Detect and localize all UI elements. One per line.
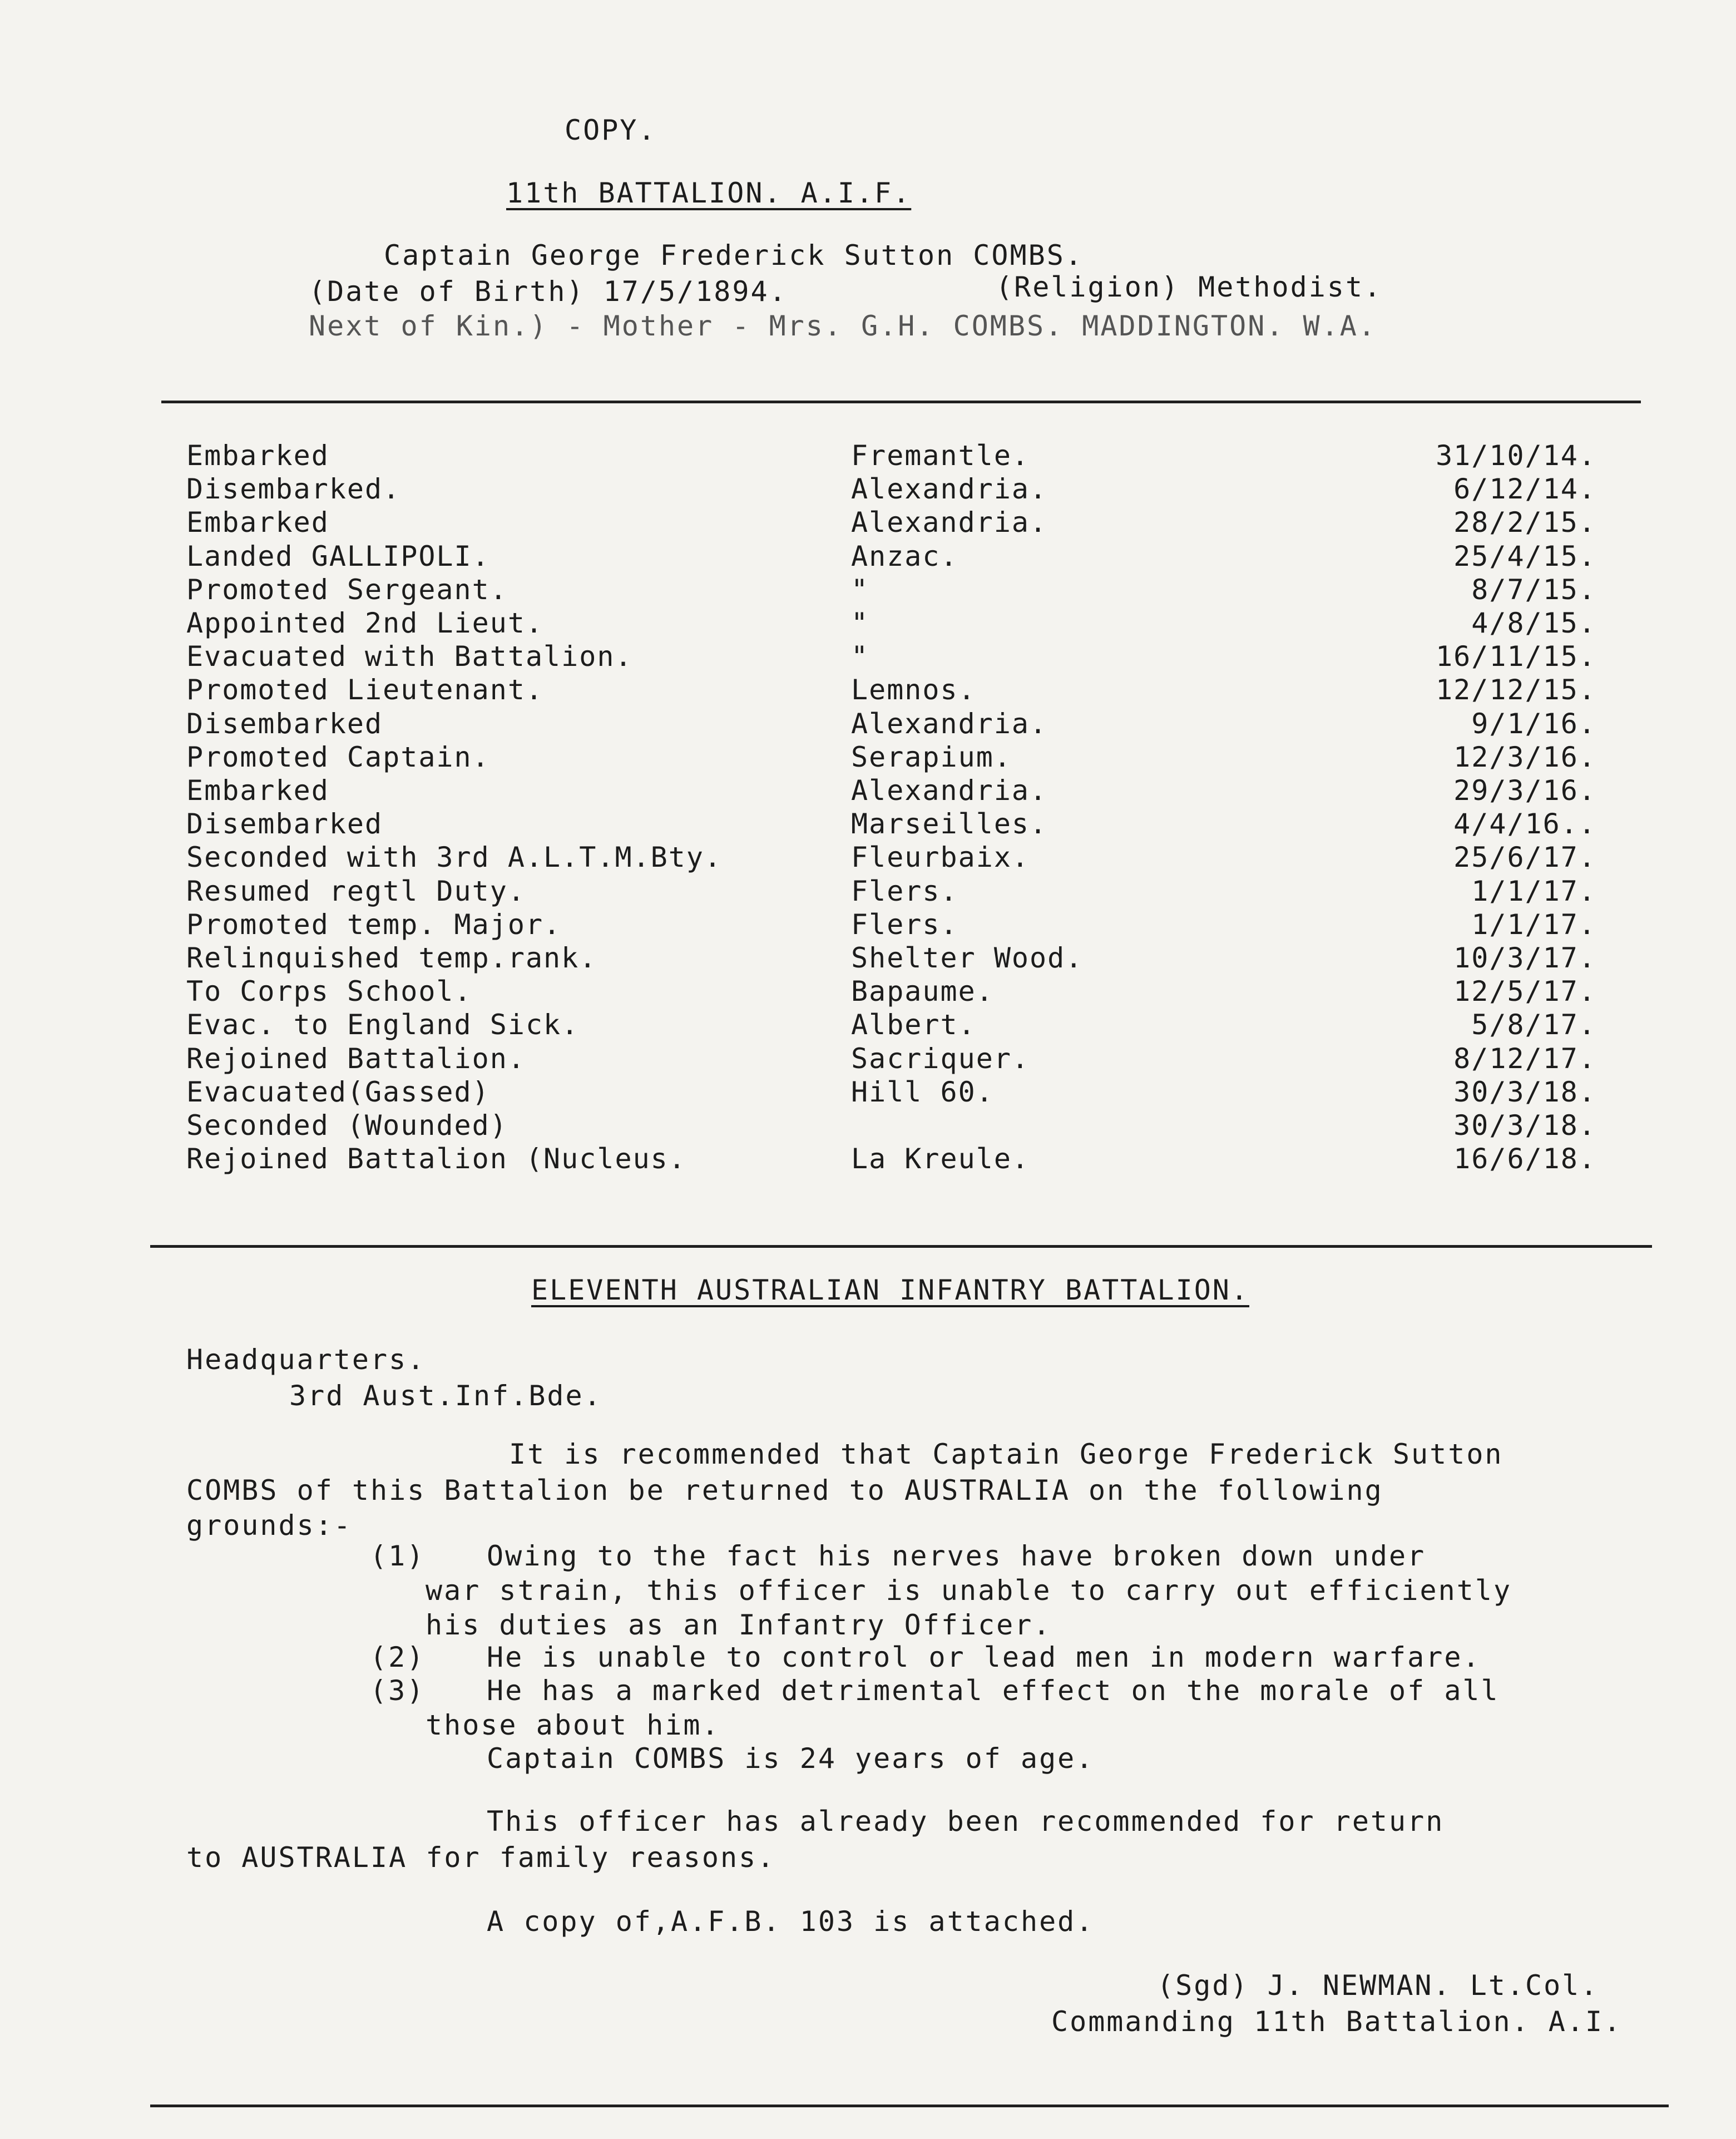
record-date: 16/6/18. — [1453, 1143, 1596, 1175]
record-date: 9/1/16. — [1471, 708, 1596, 740]
ground-2-line-1: He is unable to control or lead men in modern warfare. — [487, 1641, 1481, 1673]
para2-line-1: This officer has already been recommended for return — [487, 1805, 1445, 1837]
signature-title: Commanding 11th Battalion. A.I. — [1051, 2005, 1623, 2038]
record-event: Evacuated with Battalion. — [186, 640, 633, 673]
address-line-1: Headquarters. — [186, 1343, 426, 1376]
record-place: Bapaume. — [851, 975, 994, 1007]
record-place: Shelter Wood. — [851, 942, 1084, 974]
record-place: Alexandria. — [851, 708, 1048, 740]
record-event: Disembarked — [186, 808, 383, 840]
footer-divider — [150, 2105, 1669, 2107]
officer-line: Captain George Frederick Sutton COMBS. — [384, 239, 1084, 271]
religion-line: (Religion) Methodist. — [996, 271, 1383, 303]
record-date: 8/7/15. — [1471, 574, 1596, 606]
record-event: Evacuated(Gassed) — [186, 1076, 490, 1108]
ground-1-number: (1) — [370, 1540, 426, 1572]
ground-3-line-2: those about him. — [426, 1709, 720, 1741]
ground-1-line-1: Owing to the fact his nerves have broken down under — [487, 1540, 1426, 1572]
copy-label: COPY. — [565, 114, 657, 146]
ground-2-number: (2) — [370, 1641, 426, 1673]
record-event: Rejoined Battalion (Nucleus. — [186, 1143, 686, 1175]
ground-1-line-2: war strain, this officer is unable to carry out efficiently — [426, 1574, 1512, 1607]
record-date: 12/3/16. — [1453, 741, 1596, 773]
record-place: Anzac. — [851, 540, 958, 572]
para1-line-3: grounds:- — [186, 1509, 352, 1542]
record-place: Flers. — [851, 908, 958, 941]
para1-line-1: It is recommended that Captain George Frederick Sutton — [509, 1438, 1503, 1470]
record-place: Alexandria. — [851, 774, 1048, 807]
address-line-2: 3rd Aust.Inf.Bde. — [289, 1380, 602, 1412]
record-place: Sacriquer. — [851, 1043, 1030, 1075]
record-date: 30/3/18. — [1453, 1076, 1596, 1108]
record-place: Flers. — [851, 875, 958, 907]
record-place: " — [851, 607, 869, 639]
record-place: " — [851, 640, 869, 673]
record-place: Marseilles. — [851, 808, 1048, 840]
age-line: Captain COMBS is 24 years of age. — [487, 1742, 1095, 1775]
record-event: Promoted temp. Major. — [186, 908, 562, 941]
record-date: 28/2/15. — [1453, 506, 1596, 539]
record-event: Rejoined Battalion. — [186, 1043, 526, 1075]
record-place: Fleurbaix. — [851, 841, 1030, 873]
dob-line: (Date of Birth) 17/5/1894. — [309, 275, 788, 308]
record-date: 12/5/17. — [1453, 975, 1596, 1007]
record-date: 6/12/14. — [1453, 473, 1596, 505]
record-event: Promoted Sergeant. — [186, 574, 508, 606]
record-event: Embarked — [186, 506, 329, 539]
record-date: 25/6/17. — [1453, 841, 1596, 873]
record-date: 4/4/16.. — [1453, 808, 1596, 840]
record-date: 29/3/16. — [1453, 774, 1596, 807]
record-event: Evac. to England Sick. — [186, 1009, 580, 1041]
record-date: 31/10/14. — [1436, 439, 1596, 472]
record-event: Embarked — [186, 774, 329, 807]
letter-heading: ELEVENTH AUSTRALIAN INFANTRY BATTALION. — [531, 1274, 1249, 1306]
record-event: Appointed 2nd Lieut. — [186, 607, 544, 639]
record-event: Resumed regtl Duty. — [186, 875, 526, 907]
record-event: Disembarked — [186, 708, 383, 740]
next-of-kin-line: Next of Kin.) - Mother - Mrs. G.H. COMBS. MADDINGTON. W.A. — [309, 310, 1377, 342]
record-event: To Corps School. — [186, 975, 472, 1007]
record-event: Embarked — [186, 439, 329, 472]
record-date: 12/12/15. — [1436, 674, 1596, 706]
record-divider — [150, 1245, 1652, 1248]
record-event: Relinquished temp.rank. — [186, 942, 597, 974]
record-event: Promoted Lieutenant. — [186, 674, 544, 706]
record-date: 1/1/17. — [1471, 875, 1596, 907]
unit-title: 11th BATTALION. A.I.F. — [506, 177, 912, 209]
record-date: 25/4/15. — [1453, 540, 1596, 572]
record-place: Albert. — [851, 1009, 976, 1041]
record-date: 4/8/15. — [1471, 607, 1596, 639]
para1-line-2: COMBS of this Battalion be returned to AUSTRALIA on the following — [186, 1474, 1383, 1506]
record-place: Alexandria. — [851, 473, 1048, 505]
signature-line: (Sgd) J. NEWMAN. Lt.Col. — [1157, 1969, 1599, 2002]
para2-line-2: to AUSTRALIA for family reasons. — [186, 1841, 776, 1874]
ground-3-line-1: He has a marked detrimental effect on the morale of all — [487, 1674, 1500, 1707]
record-date: 30/3/18. — [1453, 1109, 1596, 1142]
record-date: 1/1/17. — [1471, 908, 1596, 941]
ground-1-line-3: his duties as an Infantry Officer. — [426, 1609, 1052, 1641]
record-place: Lemnos. — [851, 674, 976, 706]
record-place: La Kreule. — [851, 1143, 1030, 1175]
record-date: 8/12/17. — [1453, 1043, 1596, 1075]
attachment-line: A copy of,A.F.B. 103 is attached. — [487, 1905, 1095, 1938]
record-event: Promoted Captain. — [186, 741, 490, 773]
record-date: 5/8/17. — [1471, 1009, 1596, 1041]
record-place: Hill 60. — [851, 1076, 994, 1108]
record-place: " — [851, 574, 869, 606]
record-date: 16/11/15. — [1436, 640, 1596, 673]
record-place: Serapium. — [851, 741, 1012, 773]
record-date: 10/3/17. — [1453, 942, 1596, 974]
record-event: Landed GALLIPOLI. — [186, 540, 490, 572]
ground-3-number: (3) — [370, 1674, 426, 1707]
record-place: Alexandria. — [851, 506, 1048, 539]
record-place: Fremantle. — [851, 439, 1030, 472]
record-event: Seconded with 3rd A.L.T.M.Bty. — [186, 841, 723, 873]
header-divider — [161, 401, 1641, 403]
record-event: Seconded (Wounded) — [186, 1109, 508, 1142]
record-event: Disembarked. — [186, 473, 401, 505]
